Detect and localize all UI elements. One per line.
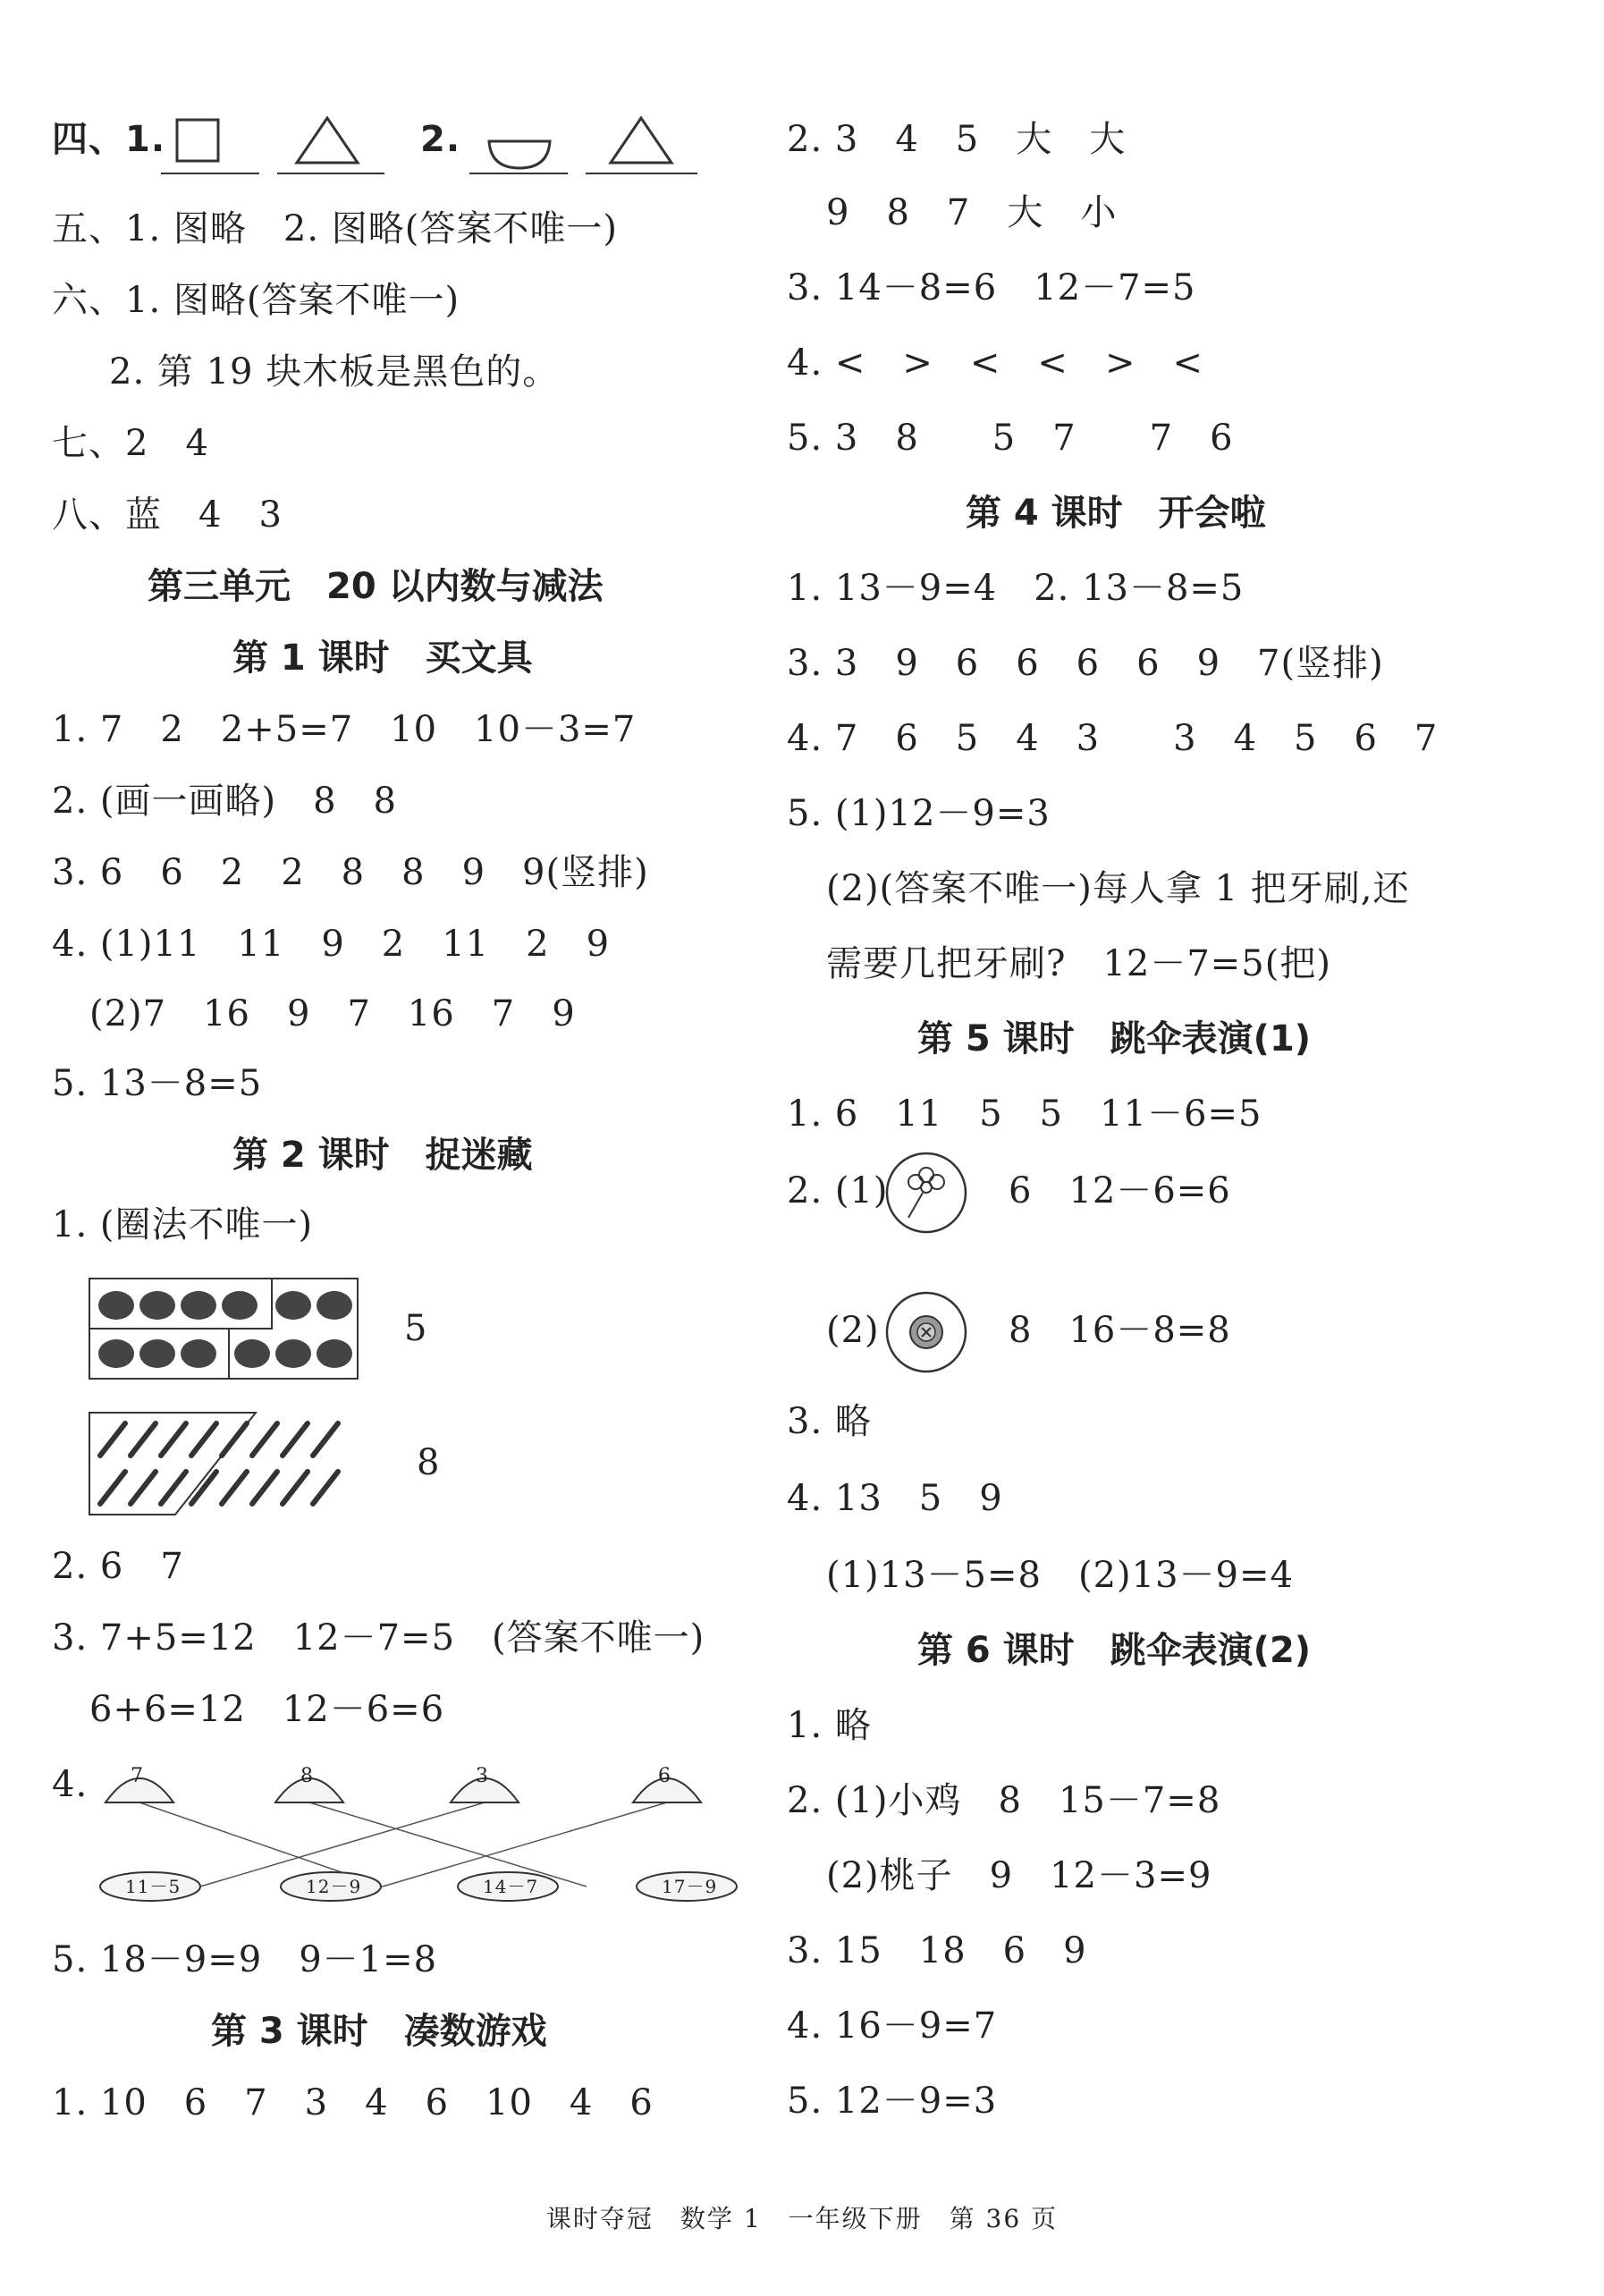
answer-4-2-label: 2. <box>420 119 461 160</box>
l5-q1: 1. 6 11 5 5 11－6=5 <box>787 1093 1262 1135</box>
flower-icon <box>882 1148 971 1237</box>
l4-q5: 5. (1)12－9=3 <box>787 793 1051 834</box>
lesson-5-title: 第 5 课时 跳伞表演(1) <box>917 1018 1312 1059</box>
answer-6-2: 2. 第 19 块木板是黑色的。 <box>109 351 560 393</box>
r-q4: 4. < > < < > < <box>787 342 1203 384</box>
l3-q1: 1. 10 6 7 3 4 6 10 4 6 <box>52 2082 654 2123</box>
house-number: 3 <box>476 1765 489 1787</box>
house-number: 8 <box>300 1765 314 1787</box>
l4-q3: 3. 3 9 6 6 6 6 9 7(竖排) <box>787 643 1384 684</box>
l2-q2: 2. 6 7 <box>52 1546 184 1587</box>
l5-q3: 3. 略 <box>787 1401 872 1442</box>
l5-q2-1: 2. (1) <box>787 1170 889 1211</box>
l1-q4: 4. (1)11 11 9 2 11 2 9 <box>52 924 611 965</box>
l1-q2: 2. (画一画略) 8 8 <box>52 781 397 822</box>
l2-q3b: 6+6=12 12－6=6 <box>89 1689 445 1730</box>
l1-q1: 1. 7 2 2+5=7 10 10－3=7 <box>52 709 637 750</box>
card-expression: 11－5 <box>125 1876 182 1897</box>
l1-q4b: (2)7 16 9 7 16 7 9 <box>89 993 576 1034</box>
button-icon <box>882 1287 971 1377</box>
l6-q2: 2. (1)小鸡 8 15－7=8 <box>787 1780 1221 1821</box>
hats-answer: 5 <box>404 1308 428 1349</box>
pencils-figure <box>86 1405 390 1522</box>
lesson-2-title: 第 2 课时 捉迷藏 <box>232 1135 533 1176</box>
l4-q4: 4. 7 6 5 4 3 3 4 5 6 7 <box>787 718 1439 759</box>
l6-q3: 3. 15 18 6 9 <box>787 1930 1087 1971</box>
triangle-figure <box>277 106 384 177</box>
lesson-1-title: 第 1 课时 买文具 <box>232 637 533 679</box>
card-expression: 12－9 <box>306 1876 362 1897</box>
lesson-6-title: 第 6 课时 跳伞表演(2) <box>917 1630 1312 1671</box>
lesson-4-title: 第 4 课时 开会啦 <box>966 493 1266 534</box>
lesson-3-title: 第 3 课时 凑数游戏 <box>211 2011 547 2052</box>
pencils-answer: 8 <box>417 1442 441 1483</box>
l5-q2-2-answer: 8 16－8=8 <box>1009 1310 1231 1351</box>
answer-8: 八、蓝 4 3 <box>52 494 283 536</box>
house-number: 7 <box>131 1765 144 1787</box>
l4-q5c: 需要几把牙刷? 12－7=5(把) <box>826 943 1331 984</box>
unit-title: 第三单元 20 以内数与减法 <box>148 566 604 607</box>
semicircle-figure <box>469 106 577 177</box>
r-q5: 5. 3 8 5 7 7 6 <box>787 418 1234 459</box>
hats-figure <box>86 1270 381 1386</box>
square-figure <box>161 106 268 177</box>
l6-q2b: (2)桃子 9 12－3=9 <box>826 1855 1212 1896</box>
l1-q5: 5. 13－8=5 <box>52 1063 263 1104</box>
l5-q4b: (1)13－5=8 (2)13－9=4 <box>826 1555 1294 1596</box>
l4-q1: 1. 13－9=4 2. 13－8=5 <box>787 568 1245 609</box>
l5-q2-2: (2) <box>826 1310 880 1351</box>
answer-6-1: 六、1. 图略(答案不唯一) <box>52 280 460 321</box>
r-q2: 2. 3 4 5 大 大 <box>787 119 1127 160</box>
answer-7: 七、2 4 <box>52 423 209 464</box>
page-footer: 课时夺冠 数学 1 一年级下册 第 36 页 <box>545 2204 1059 2233</box>
l2-q4: 4. <box>52 1764 89 1805</box>
item-number: 四、1. <box>52 119 166 160</box>
l5-q2-1-answer: 6 12－6=6 <box>1009 1170 1231 1211</box>
r-q2b: 9 8 7 大 小 <box>826 192 1118 233</box>
card-expression: 17－9 <box>662 1876 718 1897</box>
answer-4 <box>52 118 165 161</box>
house-number: 6 <box>658 1765 671 1787</box>
l2-q5: 5. 18－9=9 9－1=8 <box>52 1939 438 1980</box>
l6-q4: 4. 16－9=7 <box>787 2005 998 2047</box>
l2-q3: 3. 7+5=12 12－7=5 (答案不唯一) <box>52 1617 705 1659</box>
l5-q4: 4. 13 5 9 <box>787 1478 1003 1519</box>
l2-q1: 1. (圈法不唯一) <box>52 1204 314 1245</box>
answer-5: 五、1. 图略 2. 图略(答案不唯一) <box>52 208 618 249</box>
l4-q5b: (2)(答案不唯一)每人拿 1 把牙刷,还 <box>826 868 1410 909</box>
l1-q3: 3. 6 6 2 2 8 8 9 9(竖排) <box>52 852 649 893</box>
houses-matching-figure <box>86 1752 747 1913</box>
r-q3: 3. 14－8=6 12－7=5 <box>787 267 1196 308</box>
triangle-figure-2 <box>586 106 702 177</box>
l6-q5: 5. 12－9=3 <box>787 2081 998 2122</box>
l6-q1: 1. 略 <box>787 1705 872 1746</box>
card-expression: 14－7 <box>483 1876 539 1897</box>
